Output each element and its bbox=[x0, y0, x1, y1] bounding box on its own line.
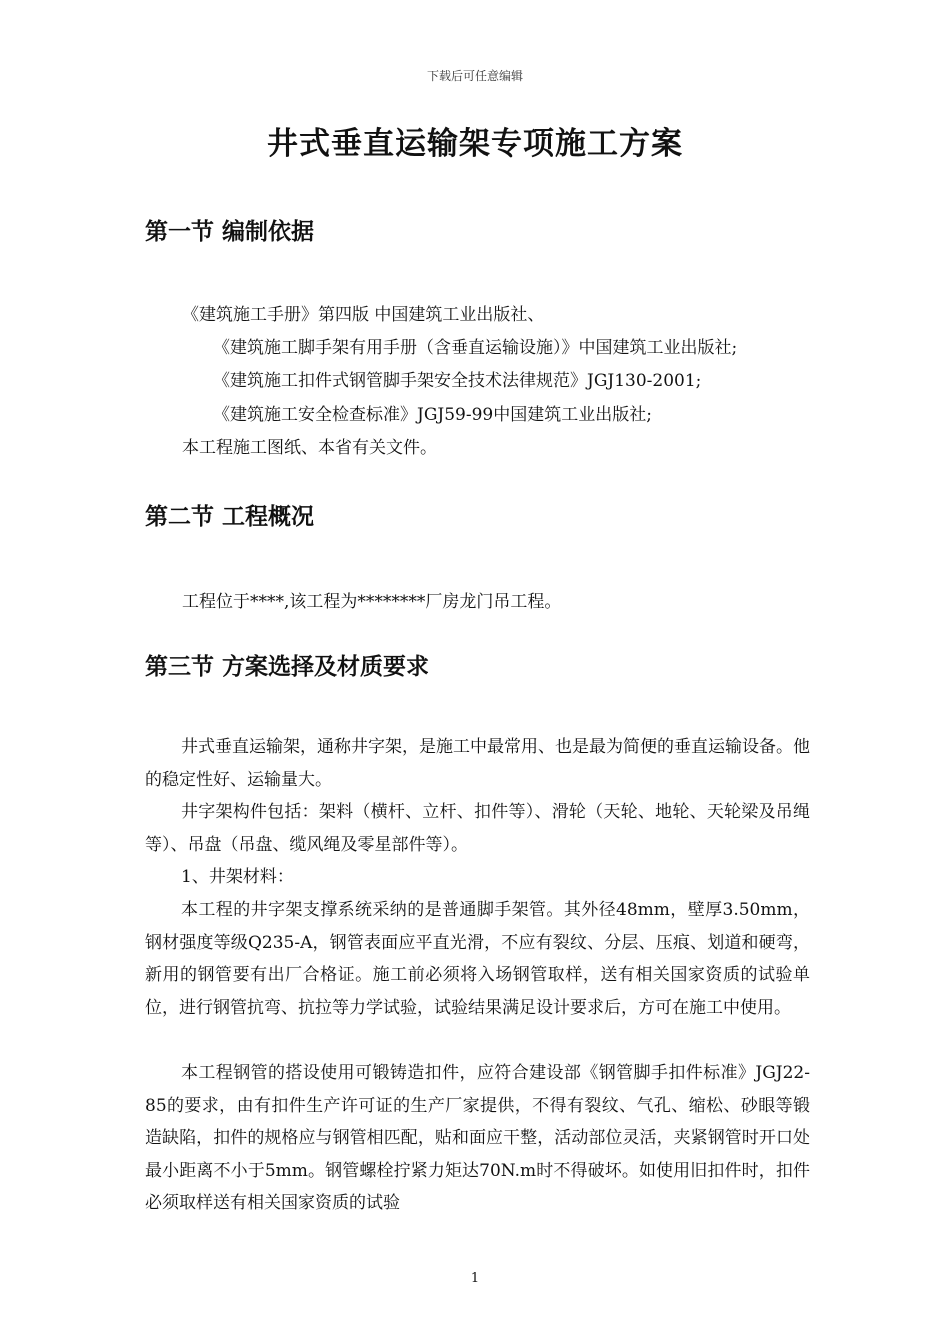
scheme-paragraph-4: 本工程的井字架支撑系统采纳的是普通脚手架管。其外径48mm，壁厚3.50mm，钢材强度等级Q235-A，钢管表面应平直光滑，不应有裂纹、分层、压痕、划道和硬弯，新用的钢管要有出厂合格证。施工前必须将入场钢管取样，送有相关国家资质的试验单位，进行钢管抗弯、抗拉等力学试验，试验结果满足设计要求后，方可在施工中使用。 bbox=[145, 900, 810, 1018]
scheme-paragraph-2: 井字架构件包括：架料（横杆、立杆、扣件等）、滑轮（天轮、地轮、天轮梁及吊绳等）、吊盘（吊盘、缆风绳及零星部件等）。 bbox=[145, 802, 810, 855]
scheme-paragraph-5: 本工程钢管的搭设使用可锻铸造扣件，应符合建设部《钢管脚手扣件标准》JGJ22-85的要求，由有扣件生产许可证的生产厂家提供，不得有裂纹、气孔、缩松、砂眼等锻造缺陷，扣件的规格应与钢管相匹配，贴和面应干整，活动部位灵活，夹紧钢管时开口处最小距离不小于5mm。钢管螺栓拧紧力矩达70N.m时不得破坏。如使用旧扣件时，扣件必须取样送有相关国家资质的试验 bbox=[145, 1063, 810, 1213]
basis-line-2: 《建筑施工脚手架有用手册（含垂直运输设施）》中国建筑工业出版社; bbox=[213, 338, 738, 358]
basis-line-3: 《建筑施工扣件式钢管脚手架安全技术法律规范》JGJ130-2001; bbox=[213, 371, 702, 391]
basis-line-5: 本工程施工图纸、本省有关文件。 bbox=[182, 438, 437, 458]
scheme-paragraph-1: 井式垂直运输架，通称井字架，是施工中最常用、也是最为简便的垂直运输设备。他的稳定性好、运输量大。 bbox=[145, 737, 810, 790]
page-number: 1 bbox=[470, 1271, 480, 1286]
scheme-paragraph-3: 1、井架材料： bbox=[181, 867, 294, 887]
section-heading-1: 第一节 编制依据 bbox=[145, 219, 315, 245]
page-header: 下载后可任意编辑 bbox=[426, 69, 523, 83]
overview-paragraph: 工程位于****,该工程为********厂房龙门吊工程。 bbox=[182, 592, 562, 612]
section-heading-3: 第三节 方案选择及材质要求 bbox=[145, 654, 430, 680]
basis-line-1: 《建筑施工手册》第四版 中国建筑工业出版社、 bbox=[182, 305, 545, 325]
basis-line-4: 《建筑施工安全检查标准》JGJ59-99中国建筑工业出版社; bbox=[213, 405, 652, 425]
document-title: 井式垂直运输架专项施工方案 bbox=[267, 126, 683, 162]
section-heading-2: 第二节 工程概况 bbox=[145, 504, 315, 530]
